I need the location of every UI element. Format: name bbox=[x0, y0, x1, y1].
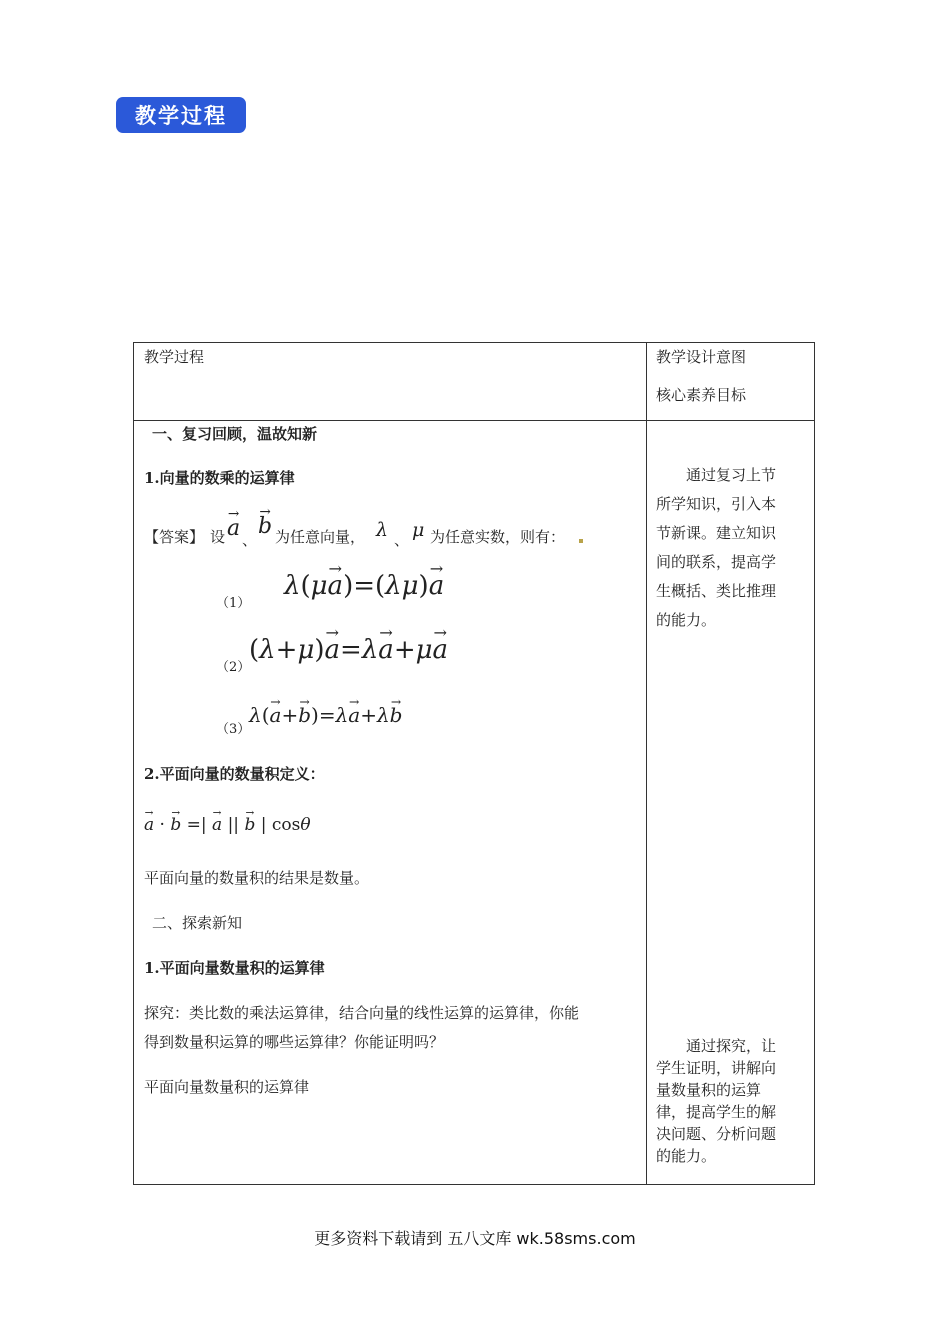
header-left: 教学过程 bbox=[144, 348, 205, 366]
intent-paragraph-1: 通过复习上节 所学知识，引入本 节新课。建立知识 间的联系，提高学 生概括、类比推理 的能力。 bbox=[656, 466, 777, 629]
formula-1-number: （1） bbox=[216, 596, 251, 611]
formula-3-number: （3） bbox=[216, 722, 251, 737]
formula-2: (λ+μ)→ a=λ→ a+μ→ a bbox=[249, 635, 448, 665]
explore-line-1: 探究：类比数的乘法运算律，结合向量的线性运算的运算律，你能 bbox=[144, 1004, 580, 1022]
header-right-goal: 核心素养目标 bbox=[656, 386, 747, 404]
dot-product-definition: → a · → b =| → a || → b | cosθ bbox=[144, 815, 311, 835]
section-badge: 教学过程 bbox=[116, 97, 246, 133]
intent-paragraph-2: 通过探究，让 学生证明，讲解向 量数量积的运算 律，提高学生的解 决问题、分析问题 的能力。 bbox=[656, 1037, 777, 1165]
header-divider bbox=[134, 420, 814, 421]
separator-1: 、 bbox=[242, 531, 258, 549]
dot-product-result-text: 平面向量的数量积的结果是数量。 bbox=[144, 869, 370, 887]
lesson-table bbox=[133, 342, 815, 1185]
formula-3: λ(→ a+→ b)=λ→ a+λ→ b bbox=[249, 703, 402, 727]
vector-b-symbol: → b bbox=[258, 514, 272, 539]
separator-2: 、 bbox=[394, 531, 410, 549]
marker-dot bbox=[579, 539, 583, 543]
answer-she: 设 bbox=[210, 528, 226, 546]
footer-source-link[interactable]: 更多资料下载请到 五八文库 wk.58sms.com bbox=[314, 1229, 636, 1248]
formula-2-number: （2） bbox=[216, 660, 251, 675]
answer-end: 为任意实数，则有： bbox=[430, 528, 566, 546]
formula-1: λ(μ→ a)=(λμ)→ a bbox=[284, 571, 444, 601]
answer-tag: 【答案】 bbox=[144, 528, 205, 546]
section-explore-title: 二、探索新知 bbox=[152, 914, 243, 932]
header-right-intent: 教学设计意图 bbox=[656, 348, 747, 366]
section-review-title: 一、复习回顾，温故知新 bbox=[152, 425, 318, 443]
column-divider bbox=[646, 343, 647, 1184]
lambda-symbol: λ bbox=[376, 519, 389, 541]
item-dot-product-laws-title: 1.平面向量数量积的运算律 bbox=[144, 959, 325, 977]
laws-label: 平面向量数量积的运算律 bbox=[144, 1078, 310, 1096]
explore-line-2: 得到数量积运算的哪些运算律？你能证明吗？ bbox=[144, 1033, 445, 1051]
item-dot-product-def-title: 2.平面向量的数量积定义： bbox=[144, 765, 325, 783]
answer-mid: 为任意向量， bbox=[275, 528, 366, 546]
mu-symbol: μ bbox=[412, 519, 425, 541]
vector-a-symbol: → a bbox=[227, 516, 240, 541]
item-scalar-mult-title: 1.向量的数乘的运算律 bbox=[144, 469, 295, 487]
